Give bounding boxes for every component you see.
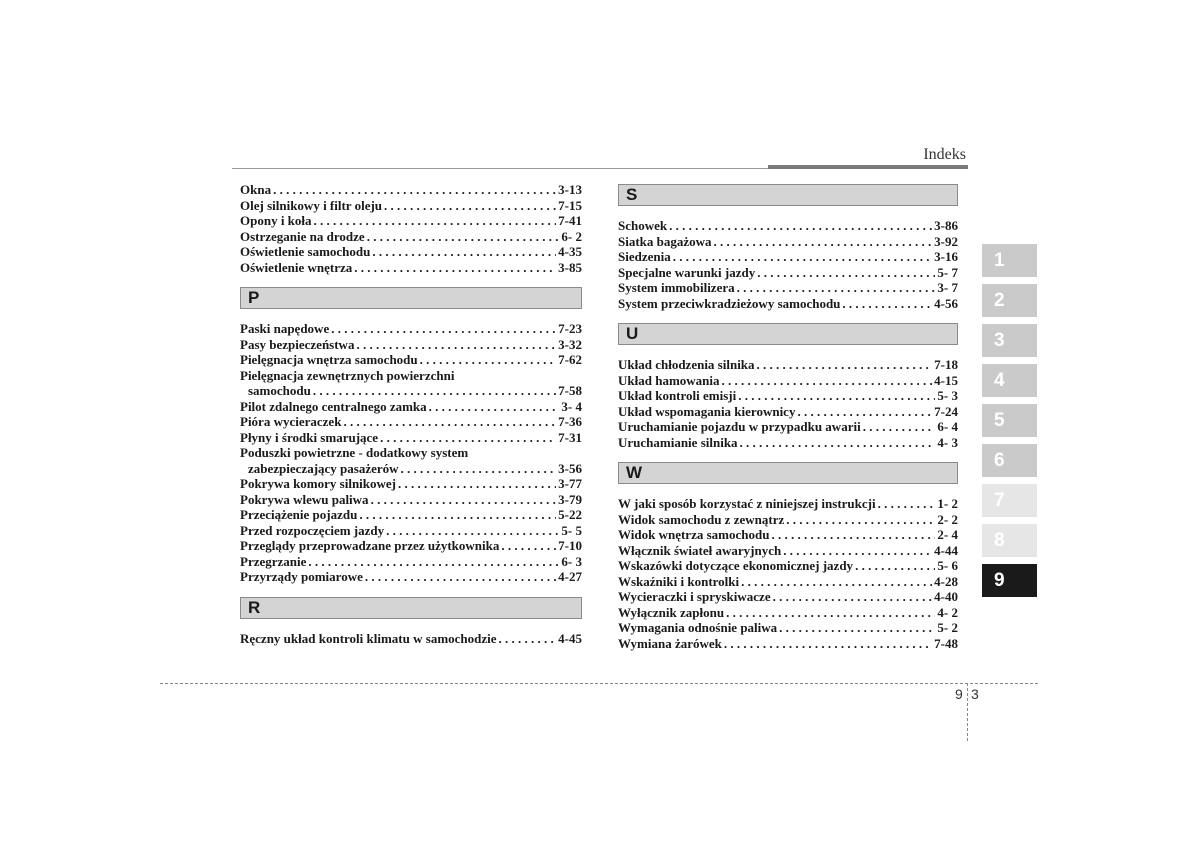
chapter-tab-8[interactable]: 8 [982, 524, 1037, 557]
entry-title: Uruchamianie silnika [618, 434, 738, 450]
entry-title: Układ chłodzenia silnika [618, 357, 755, 372]
entry-page: 2- 4 [937, 527, 958, 542]
entry-page: 5- 7 [937, 264, 958, 280]
index-entry[interactable] [240, 414, 582, 430]
index-entry[interactable] [618, 574, 958, 590]
entry-title: Oświetlenie samochodu [240, 244, 371, 259]
entry-page: 4-35 [558, 244, 582, 259]
entry-page: 2- 2 [937, 511, 958, 527]
index-entry[interactable] [240, 244, 582, 260]
entry-title: Specjalne warunki jazdy [618, 264, 756, 280]
entry-page: 7-24 [934, 403, 958, 419]
entry-page: 3-13 [558, 182, 582, 197]
index-entry[interactable] [240, 523, 582, 539]
entry-page: 3-92 [934, 233, 958, 249]
index-entry[interactable] [618, 543, 958, 559]
footer-page-number: 3 [971, 686, 979, 702]
entry-title: Wskazówki dotyczące ekonomicznej jazdy [618, 558, 854, 573]
entry-page: 3- 7 [937, 280, 958, 295]
index-entry[interactable] [618, 296, 958, 312]
entry-title: Pokrywa komory silnikowej [240, 476, 396, 491]
entry-title: Widok wnętrza samochodu [618, 527, 770, 542]
entry-page: 7-23 [558, 321, 582, 336]
entry-page: 4-27 [558, 569, 582, 584]
index-entry[interactable] [618, 620, 958, 636]
index-group-o [240, 182, 582, 275]
entry-title: Pasy bezpieczeństwa [240, 336, 355, 352]
entry-title: Układ hamowania [618, 372, 720, 388]
entry-page: 3- 4 [561, 398, 582, 414]
entry-title: Siedzenia [618, 249, 671, 264]
index-entry[interactable] [618, 527, 958, 543]
entry-title: samochodu [248, 383, 311, 398]
footer-chapter-number: 9 [955, 686, 963, 702]
index-entry[interactable] [240, 182, 582, 198]
entry-page: 6- 2 [561, 228, 582, 244]
entry-title: Wskaźniki i kontrolki [618, 573, 740, 589]
entry-title: Przeciążenie pojazdu [240, 507, 358, 522]
entry-title-line: Pielęgnacja zewnętrznych powierzchni [240, 367, 455, 383]
entry-page: 7-41 [558, 213, 582, 228]
entry-page: 7-36 [558, 414, 582, 429]
entry-title: Układ kontroli emisji [618, 388, 737, 403]
entry-title: Wyłącznik zapłonu [618, 604, 725, 620]
index-entry[interactable] [240, 569, 582, 585]
index-entry[interactable] [240, 198, 582, 214]
index-entry[interactable] [240, 538, 582, 554]
entry-title: W jaki sposób korzystać z niniejszej instrukcji [618, 496, 876, 511]
entry-page: 5- 5 [561, 522, 582, 538]
entry-title: Olej silnikowy i filtr oleju [240, 197, 383, 213]
index-entry[interactable] [618, 265, 958, 281]
entry-title: zabezpieczający pasażerów [248, 460, 399, 476]
chapter-tab-4[interactable]: 4 [982, 364, 1037, 397]
entry-page: 3-79 [558, 491, 582, 507]
entry-page: 7-31 [558, 429, 582, 445]
index-entry[interactable] [618, 249, 958, 265]
entry-page: 3-77 [558, 476, 582, 491]
entry-title: Układ wspomagania kierownicy [618, 403, 796, 419]
entry-title: Przegrzanie [240, 553, 307, 569]
index-column-right [618, 172, 958, 651]
index-entry[interactable] [618, 404, 958, 420]
index-group-r [240, 631, 582, 647]
index-group-p [240, 321, 582, 585]
entry-page: 4-40 [934, 589, 958, 604]
entry-title: Włącznik świateł awaryjnych [618, 542, 782, 558]
entry-page: 7-62 [558, 352, 582, 367]
index-entry[interactable] [240, 507, 582, 523]
index-entry[interactable] [618, 558, 958, 574]
entry-page: 4-45 [558, 630, 582, 646]
index-entry[interactable] [618, 605, 958, 621]
entry-title: Widok samochodu z zewnątrz [618, 511, 785, 527]
index-group-w [618, 496, 958, 651]
entry-title: Oświetlenie wnętrza [240, 259, 353, 275]
entry-title: System immobilizera [618, 280, 735, 295]
index-entry[interactable] [618, 589, 958, 605]
chapter-tab-7[interactable]: 7 [982, 484, 1037, 517]
chapter-tab-6[interactable]: 6 [982, 444, 1037, 477]
entry-title: Paski napędowe [240, 321, 330, 336]
index-entry[interactable] [618, 512, 958, 528]
index-entry[interactable] [240, 476, 582, 492]
index-entry[interactable] [618, 496, 958, 512]
entry-page: 4-15 [934, 372, 958, 388]
entry-title: Płyny i środki smarujące [240, 429, 379, 445]
index-entry[interactable] [240, 631, 582, 647]
section-header-p: P [240, 287, 582, 309]
index-entry[interactable] [618, 357, 958, 373]
index-entry[interactable] [618, 636, 958, 652]
entry-title: Przeglądy przeprowadzane przez użytkownika [240, 538, 500, 553]
entry-title: Schowek [618, 218, 668, 233]
index-entry[interactable] [240, 399, 582, 415]
section-header-r: R [240, 597, 582, 619]
entry-title: Opony i koła [240, 213, 312, 228]
index-entry[interactable] [240, 321, 582, 337]
entry-page: 7-15 [558, 197, 582, 213]
entry-page: 3-16 [934, 249, 958, 264]
index-group-u [618, 357, 958, 450]
index-entry[interactable] [618, 435, 958, 451]
entry-page: 4-56 [934, 295, 958, 311]
index-column-left [240, 182, 582, 646]
index-entry[interactable] [240, 492, 582, 508]
entry-page: 1- 2 [937, 496, 958, 511]
index-entry[interactable] [240, 461, 582, 477]
entry-title: Pielęgnacja wnętrza samochodu [240, 352, 418, 367]
index-entry[interactable] [240, 554, 582, 570]
footer-rule [160, 683, 1038, 684]
index-entry[interactable] [618, 388, 958, 404]
entry-title-line: Poduszki powietrzne - dodatkowy system [240, 445, 469, 460]
entry-page: 5- 6 [937, 558, 958, 573]
entry-title: Pilot zdalnego centralnego zamka [240, 398, 427, 414]
index-entry[interactable] [240, 260, 582, 276]
index-entry[interactable] [618, 234, 958, 250]
entry-title: Wycieraczki i spryskiwacze [618, 589, 771, 604]
entry-title: Przyrządy pomiarowe [240, 569, 363, 584]
chapter-tab-5[interactable]: 5 [982, 404, 1037, 437]
chapter-tab-3[interactable]: 3 [982, 324, 1037, 357]
chapter-tab-2[interactable]: 2 [982, 284, 1037, 317]
chapter-tab-1[interactable]: 1 [982, 244, 1037, 277]
entry-page: 5- 2 [937, 620, 958, 635]
index-entry[interactable] [240, 213, 582, 229]
entry-page: 3-86 [934, 218, 958, 233]
index-entry[interactable] [240, 352, 582, 368]
entry-title: Ręczny układ kontroli klimatu w samochodzie [240, 630, 497, 646]
entry-page: 3-56 [558, 460, 582, 476]
entry-page: 7-10 [558, 538, 582, 553]
entry-page: 6- 3 [561, 553, 582, 569]
entry-page: 7-58 [558, 383, 582, 398]
chapter-tabs [982, 244, 1037, 604]
entry-title: Pióra wycieraczek [240, 414, 342, 429]
entry-page: 4-28 [934, 573, 958, 589]
entry-title: Uruchamianie pojazdu w przypadku awarii [618, 419, 861, 434]
index-entry[interactable] [618, 218, 958, 234]
index-entry[interactable] [618, 280, 958, 296]
entry-title: Ostrzeganie na drodze [240, 228, 365, 244]
section-header-w: W [618, 462, 958, 484]
entry-page: 4- 2 [937, 604, 958, 620]
section-header-u: U [618, 323, 958, 345]
footer-divider [967, 683, 968, 741]
entry-page: 7-48 [934, 635, 958, 651]
entry-page: 3-32 [558, 336, 582, 352]
index-entry[interactable] [240, 229, 582, 245]
index-entry[interactable] [240, 337, 582, 353]
entry-title: Wymiana żarówek [618, 635, 722, 651]
chapter-tab-9[interactable]: 9 [982, 564, 1037, 597]
entry-title: Okna [240, 182, 272, 197]
entry-page: 4-44 [934, 542, 958, 558]
section-header-s: S [618, 184, 958, 206]
index-group-s [618, 218, 958, 311]
entry-page: 5- 3 [937, 388, 958, 403]
entry-page: 6- 4 [937, 419, 958, 434]
entry-title: Siatka bagażowa [618, 233, 712, 249]
entry-title: Przed rozpoczęciem jazdy [240, 522, 385, 538]
entry-title: Wymagania odnośnie paliwa [618, 620, 778, 635]
index-entry[interactable] [618, 373, 958, 389]
index-entry[interactable] [240, 430, 582, 446]
index-entry[interactable] [240, 383, 582, 399]
index-entry[interactable] [618, 419, 958, 435]
entry-page: 5-22 [558, 507, 582, 522]
entry-page: 3-85 [558, 259, 582, 275]
header-accent-bar [768, 165, 968, 169]
entry-page: 7-18 [934, 357, 958, 372]
entry-title: System przeciwkradzieżowy samochodu [618, 295, 841, 311]
entry-title: Pokrywa wlewu paliwa [240, 491, 369, 507]
entry-page: 4- 3 [937, 434, 958, 450]
page-title: Indeks [923, 146, 966, 163]
